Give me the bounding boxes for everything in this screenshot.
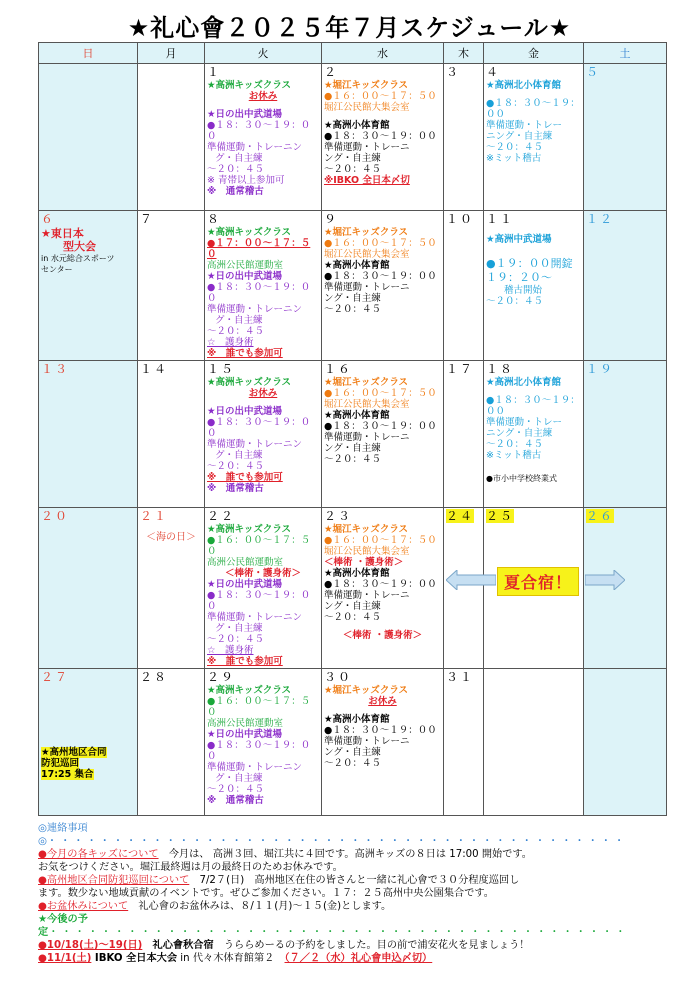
event-text: 稽古開始 — [504, 285, 543, 296]
event-text: 準備運動・トレーニン — [207, 439, 303, 450]
event-time: ●１６：００～１７：５０ — [207, 535, 311, 557]
event-title: ★高洲小体育館 — [324, 568, 390, 579]
event-title: ★堀江キッズクラス — [324, 227, 409, 238]
event-status: お休み — [368, 696, 397, 707]
event-note: ☆ 護身術 — [207, 337, 254, 348]
event-time: ～２０：４５ — [324, 304, 382, 315]
date-number: １ — [207, 65, 222, 79]
event-location: 高洲公民館運動室 — [207, 718, 284, 729]
weekday-fri: 金 — [484, 43, 584, 64]
plan-item — [38, 952, 666, 965]
event-time: ●１６：００～１７：５０ — [207, 696, 311, 718]
event-title: ★堀江キッズクラス — [324, 685, 409, 696]
event-title: ★高洲中武道場 — [486, 234, 552, 245]
event-time: ●１８：３０～１９：００ — [207, 740, 311, 762]
day-cell-29 — [205, 669, 322, 816]
plans-divider: ・・・・・・・・・・・・・・・・・・・・・・・・・・・・・・・・・・・・・・・・・・・・ — [48, 927, 629, 938]
date-number: ９ — [324, 212, 339, 226]
event-text: 準備運動・トレーニン — [207, 142, 303, 153]
event-time: ●１７：００～１７：５０ — [207, 238, 311, 260]
event-time: ●１８：３０～１９：００ — [207, 590, 311, 612]
day-cell-4 — [484, 64, 584, 211]
event-note: ＜棒術 ・護身術＞ — [324, 557, 404, 568]
weekday-mon: 月 — [138, 43, 205, 64]
note-body: ます。数少ない地域貢献のイベントです。ぜひご参加ください。１７：２５高州中央公園集合です。 — [38, 888, 494, 899]
event-time: ～２０：４５ — [207, 164, 265, 175]
event-time: ●１８：３０～１９：００ — [324, 579, 437, 590]
event-location: 堀江公民館大集会室 — [324, 546, 410, 557]
notes-divider: ・・・・・・・・・・・・・・・・・・・・・・・・・・・・・・・・・・・・・・・・・・・・ — [46, 836, 628, 847]
event-title: ★堀江キッズクラス — [324, 80, 409, 91]
event-location: in 水元総合スポーツ — [41, 254, 115, 263]
event-time: ～２０：４５ — [324, 758, 382, 769]
event-text: グ・自主練 — [215, 623, 263, 634]
event-time: ●１８：３０～１９：００ — [486, 98, 580, 120]
event-time: ～２０：４５ — [486, 296, 544, 307]
weekday-sun: 日 — [39, 43, 138, 64]
note-body: お気をつけください。堀江最終週は月の最終日のためお休みです。 — [38, 862, 343, 873]
date-number: １０ — [446, 212, 475, 226]
event-text: 準備運動・トレーニン — [207, 304, 303, 315]
date-number: ２２ — [207, 509, 236, 523]
summer-camp-label: 夏合宿！ — [497, 567, 579, 596]
week-row-3 — [39, 361, 667, 508]
notes-section — [38, 822, 666, 965]
event-note: ※ 通常稽古 — [207, 483, 264, 494]
event-title: ★高洲小体育館 — [324, 120, 390, 131]
date-number: ２７ — [41, 670, 70, 684]
day-cell-3 — [444, 64, 484, 211]
calendar-table — [38, 42, 667, 816]
date-number: ３０ — [324, 670, 353, 684]
date-number: １５ — [207, 362, 236, 376]
weekday-header-row — [39, 43, 667, 64]
event-text: 準備運動・トレーニン — [207, 612, 303, 623]
event-title: ★高洲北小体育館 — [486, 377, 562, 388]
left-arrow-icon — [446, 570, 496, 590]
event-title: ★高洲キッズクラス — [207, 227, 292, 238]
event-text: 準備運動・トレーニ — [324, 590, 410, 601]
weekday-wed: 水 — [322, 43, 444, 64]
date-number: ２４ — [446, 509, 475, 523]
event-text: 準備運動・トレーニ — [324, 142, 410, 153]
date-number: ５ — [586, 65, 601, 79]
event-title: ★日の出中武道場 — [207, 729, 283, 740]
note-item — [38, 874, 666, 887]
event-time: ●１６：００～１７：５０ — [324, 388, 437, 399]
event-text: ング・自主練 — [324, 747, 381, 758]
note-item — [38, 848, 666, 861]
date-number: １９ — [586, 362, 615, 376]
event-deadline: ※IBKO 全日本〆切 — [324, 175, 410, 186]
event-time: ～２０：４５ — [486, 439, 544, 450]
event-title: ★堀江キッズクラス — [324, 377, 409, 388]
event-title: ★高洲北小体育館 — [486, 80, 562, 91]
event-location: 堀江公民館大集会室 — [324, 399, 410, 410]
event-text: 準備運動・トレー — [486, 417, 563, 428]
event-text: ニング・自主練 — [486, 428, 553, 439]
event-time: ～２０：４５ — [207, 461, 265, 472]
event-text: ング・自主練 — [324, 601, 381, 612]
event-time: ●１８：３０～１９：００ — [324, 421, 437, 432]
date-number: ２５ — [486, 509, 515, 523]
note-title: ●お盆休みについて — [38, 901, 129, 912]
day-cell-19 — [584, 361, 667, 508]
event-title: ★日の出中武道場 — [207, 109, 283, 120]
day-cell-15 — [205, 361, 322, 508]
event-note: ※ 通常稽古 — [207, 186, 264, 197]
date-number: ２９ — [207, 670, 236, 684]
event-note: ＜棒術 ・護身術＞ — [342, 630, 423, 641]
event-time: ●１８：３０～１９：００ — [324, 131, 437, 142]
event-status: お休み — [248, 388, 278, 399]
week-row-1 — [39, 64, 667, 211]
weekday-tue: 火 — [205, 43, 322, 64]
event-text: 準備運動・トレー — [486, 120, 563, 131]
event-time: ●１８：３０～１９：００ — [486, 395, 580, 417]
event-text: グ・自主練 — [215, 450, 263, 461]
date-number: ２１ — [140, 509, 169, 523]
day-cell-10 — [444, 211, 484, 361]
event-time: ●１６：００～１７：５０ — [324, 238, 437, 249]
plan-title: IBKO 全日本大会 — [91, 953, 178, 964]
day-cell-18 — [484, 361, 584, 508]
date-number: ３１ — [446, 670, 475, 684]
day-cell-22 — [205, 508, 322, 669]
day-cell-13 — [39, 361, 138, 508]
day-cell-17 — [444, 361, 484, 508]
date-number: ７ — [140, 212, 155, 226]
event-title: ★高洲小体育館 — [324, 260, 390, 271]
date-number: ２８ — [140, 670, 169, 684]
event-title: ★高州地区合同 — [41, 747, 107, 758]
day-cell-20 — [39, 508, 138, 669]
date-number: １１ — [486, 212, 515, 226]
weekday-thu: 木 — [444, 43, 484, 64]
event-note: ※ミット稽古 — [486, 450, 542, 461]
right-arrow-icon — [585, 570, 625, 590]
day-cell-empty — [39, 64, 138, 211]
plan-date: ●10/18(土)～19(日) — [38, 940, 143, 951]
event-title: 防犯巡回 — [41, 758, 80, 769]
day-cell-31 — [444, 669, 484, 816]
note-body: 7/2７(日) 高州地区在住の皆さんと一緒に礼心會で３０分程度巡回し — [189, 875, 520, 886]
date-number: １７ — [446, 362, 475, 376]
day-cell-21 — [138, 508, 205, 669]
event-time: ●１８：３０～１９：００ — [207, 282, 311, 304]
event-text: グ・自主練 — [215, 773, 263, 784]
event-note: ＜棒術・護身術＞ — [224, 568, 301, 579]
day-cell-empty — [584, 669, 667, 816]
event-time: ●１６：００～１７：５０ — [324, 91, 437, 102]
day-cell-16 — [322, 361, 444, 508]
event-text: 準備運動・トレーニ — [324, 432, 410, 443]
date-number: １８ — [486, 362, 515, 376]
day-cell-23 — [322, 508, 444, 669]
day-cell-27 — [39, 669, 138, 816]
event-location: 堀江公民館大集会室 — [324, 102, 410, 113]
event-note: ※ 誰でも参加可 — [207, 348, 283, 359]
holiday-label: ＜海の日＞ — [146, 532, 196, 543]
event-text: ング・自主練 — [324, 153, 381, 164]
event-text: ング・自主練 — [324, 293, 381, 304]
notes-header: ◎連絡事項◎ — [38, 823, 88, 847]
event-location: センター — [41, 265, 73, 274]
day-cell-28 — [138, 669, 205, 816]
event-text: 準備運動・トレーニ — [324, 282, 410, 293]
plan-body: in 代々木体育館第２ — [177, 953, 285, 964]
event-title: ★高洲キッズクラス — [207, 80, 292, 91]
event-time: ●１８：３０～１９：００ — [324, 271, 437, 282]
day-cell-7 — [138, 211, 205, 361]
day-cell-1 — [205, 64, 322, 211]
event-time: １９：２０～ — [486, 271, 552, 284]
day-cell-8 — [205, 211, 322, 361]
event-time: ●１８：３０～１９：００ — [207, 120, 311, 142]
date-number: １３ — [41, 362, 70, 376]
event-location: 高洲公民館運動室 — [207, 557, 284, 568]
date-number: １２ — [586, 212, 615, 226]
note-item — [38, 900, 666, 913]
day-cell-empty — [138, 64, 205, 211]
event-time: ●１８：３０～１９：００ — [324, 725, 437, 736]
event-text: グ・自主練 — [215, 315, 263, 326]
date-number: １４ — [140, 362, 169, 376]
day-cell-30 — [322, 669, 444, 816]
date-number: ２ — [324, 65, 339, 79]
day-cell-2 — [322, 64, 444, 211]
event-title: ★日の出中武道場 — [207, 406, 283, 417]
day-cell-empty — [484, 669, 584, 816]
event-text: グ・自主練 — [215, 153, 263, 164]
day-cell-11 — [484, 211, 584, 361]
plan-body: うららめーるの予約をしました。目の前で浦安花火を見ましょう！ — [213, 940, 530, 951]
date-number: ４ — [486, 65, 501, 79]
event-title: ★東日本 — [41, 227, 84, 240]
date-number: ３ — [446, 65, 461, 79]
event-note: ●市小中学校終業式 — [486, 474, 557, 483]
event-title: ★堀江キッズクラス — [324, 524, 409, 535]
event-title: ★日の出中武道場 — [207, 579, 283, 590]
event-text: 準備運動・トレーニン — [207, 762, 303, 773]
plan-date: ●11/1(土) — [38, 953, 92, 964]
note-body: 礼心會のお盆休みは、８/１１(月)～１５(金)とします。 — [128, 901, 392, 912]
date-number: ２０ — [41, 509, 70, 523]
note-body: 今月は、 高洲３回、堀江共に４回です。高洲キッズの８日は 17:00 開始です。 — [158, 849, 532, 860]
plan-item — [38, 939, 666, 952]
note-title: ●高州地区合同防犯巡回について — [38, 875, 190, 886]
date-number: ２３ — [324, 509, 353, 523]
event-title: ★高洲キッズクラス — [207, 377, 292, 388]
event-title: ★高洲小体育館 — [324, 714, 390, 725]
event-time: ～２０：４５ — [324, 164, 382, 175]
event-note: ※ 通常稽古 — [207, 795, 264, 806]
day-cell-6 — [39, 211, 138, 361]
event-time: ～２０：４５ — [207, 634, 265, 645]
day-cell-9 — [322, 211, 444, 361]
event-note: ※ 誰でも参加可 — [207, 656, 283, 667]
event-title: ★日の出中武道場 — [207, 271, 283, 282]
page-title: ★礼心會２０２５年７月スケジュール★ — [127, 14, 572, 42]
plan-deadline: （７／２（水）礼心會申込〆切） — [284, 953, 433, 964]
plans-header: ★今後の予定 — [38, 914, 88, 938]
weekday-sat: 土 — [584, 43, 667, 64]
event-time: 17:25 集合 — [41, 769, 94, 780]
event-text: ニング・自主練 — [486, 131, 553, 142]
event-note: ※ 誰でも参加可 — [207, 472, 283, 483]
day-cell-14 — [138, 361, 205, 508]
event-title: ★高洲小体育館 — [324, 410, 390, 421]
date-number: ８ — [207, 212, 222, 226]
event-time: ～２０：４５ — [207, 784, 265, 795]
event-title: 型大会 — [63, 240, 96, 253]
day-cell-12 — [584, 211, 667, 361]
event-title: ★高洲キッズクラス — [207, 685, 292, 696]
event-note: ☆ 護身術 — [207, 645, 254, 656]
event-time: ●１９：００開錠 — [486, 257, 573, 270]
event-text: 準備運動・トレーニ — [324, 736, 410, 747]
day-cell-5 — [584, 64, 667, 211]
event-title: ★高洲キッズクラス — [207, 524, 292, 535]
event-status: お休み — [248, 91, 278, 102]
week-row-2 — [39, 211, 667, 361]
event-location: 高洲公民館運動室 — [207, 260, 284, 271]
date-number: ６ — [41, 212, 56, 226]
event-time: ●１６：００～１７：５０ — [324, 535, 437, 546]
event-time: ～２０：４５ — [486, 142, 544, 153]
event-time: ～２０：４５ — [324, 454, 382, 465]
date-number: １６ — [324, 362, 353, 376]
event-time: ～２０：４５ — [324, 612, 382, 623]
event-note: ※ 青帯以上参加可 — [207, 175, 285, 186]
event-location: 堀江公民館大集会室 — [324, 249, 410, 260]
date-number: ２６ — [586, 509, 615, 523]
plan-title: 礼心會秋合宿 — [142, 940, 214, 951]
note-title: ●今月の各キッズについて — [38, 849, 159, 860]
event-text: ング・自主練 — [324, 443, 381, 454]
event-note: ※ミット稽古 — [486, 153, 542, 164]
week-row-5 — [39, 669, 667, 816]
event-time: ～２０：４５ — [207, 326, 265, 337]
event-time: ●１８：３０～１９：００ — [207, 417, 311, 439]
